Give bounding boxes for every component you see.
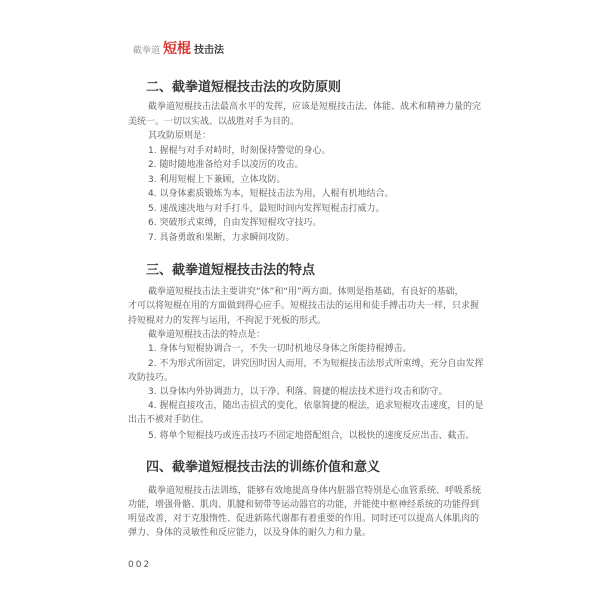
- list-item: 6. 突破形式束缚，自由发挥短棍攻守技巧。: [148, 218, 322, 228]
- list-item: 2. 随时随地准备给对手以凌厉的攻击。: [148, 160, 304, 170]
- paragraph-line: 才可以将短棍在用的方面做到得心应手。短棍技击法的运用和徒手搏击功夫一样，只求握: [128, 301, 480, 311]
- list-item: 3. 以身体内外协调劲力，以干净、利落、简捷的棍法技术进行攻击和防守。: [148, 387, 448, 397]
- header-part-1: 截拳道: [133, 46, 161, 56]
- list-item: 4. 握棍直接攻击，随出击招式的变化，依靠简捷的棍法，追求短棍攻击速度，目的是: [148, 401, 484, 411]
- list-item: 4. 以身体素质锻炼为本，短棍技击法为用，人棍有机地结合。: [148, 189, 394, 199]
- running-header: [133, 40, 224, 56]
- paragraph-line: 明显改善，对于克服惰性、促进新陈代谢都有着重要的作用。同时还可以提高人体肌肉的: [128, 514, 480, 524]
- list-item-continuation: 出击不被对手防住。: [128, 415, 210, 425]
- paragraph-line: 功能，增强骨骼、肌肉、肌腱和韧带等运动器官的功能，并能使中枢神经系统的功能得到: [128, 500, 480, 510]
- list-item-continuation: 攻防技巧。: [128, 373, 174, 383]
- paragraph-line: 美统一。一切以实战、以战胜对手为目的。: [128, 117, 300, 127]
- paragraph-line: 截拳道短棍技击法主要讲究“体”和“用”两方面。体则是指基础，有良好的基础，: [148, 287, 464, 297]
- paragraph-line: 截拳道短棍技击法的特点是：: [148, 330, 266, 340]
- page-number: 002: [128, 560, 152, 570]
- list-item: 2. 不为形式所固定，讲究因时因人而用，不为短棍技击法形式所束缚，充分自由发挥: [148, 359, 484, 369]
- section-heading: 二、截拳道短棍技击法的攻防原则: [146, 80, 342, 95]
- list-item: 1. 握棍与对手对峙时，时刻保持警觉的身心。: [148, 146, 331, 156]
- paragraph-line: 持短棍对力的发挥与运用，不拘泥于死板的形式。: [128, 316, 327, 326]
- list-item: 5. 速战速决地与对手打斗，最短时间内发挥短棍击打威力。: [148, 204, 385, 214]
- list-item: 1. 身体与短棍协调合一，不失一切时机地尽身体之所能持棍搏击。: [148, 344, 412, 354]
- paragraph-line: 截拳道短棍技击法最高水平的发挥，应该是短棍技击法、体能、战术和精神力量的完: [148, 102, 482, 112]
- header-part-2: 短棍: [163, 41, 192, 57]
- section-heading: 四、截拳道短棍技击法的训练价值和意义: [146, 460, 381, 475]
- section-heading: 三、截拳道短棍技击法的特点: [146, 263, 316, 278]
- paragraph-line: 截拳道短棍技击法训练，能够有效地提高身体内脏器官特别是心血管系统、呼吸系统: [148, 486, 482, 496]
- list-item: 5. 将单个短棍技巧或连击技巧不固定地搭配组合，以极快的速度反应出击、截击。: [148, 431, 475, 441]
- header-part-3: 技击法: [194, 45, 225, 56]
- list-item: 3. 利用短棍上下兼顾，立体攻防。: [148, 175, 286, 185]
- list-item: 7. 具备勇敢和果断，力求瞬间攻防。: [148, 233, 295, 243]
- paragraph-line: 其攻防原则是：: [148, 131, 212, 141]
- paragraph-line: 弹力、身体的灵敏性和反应能力，以及身体的耐久力和力量。: [128, 528, 372, 538]
